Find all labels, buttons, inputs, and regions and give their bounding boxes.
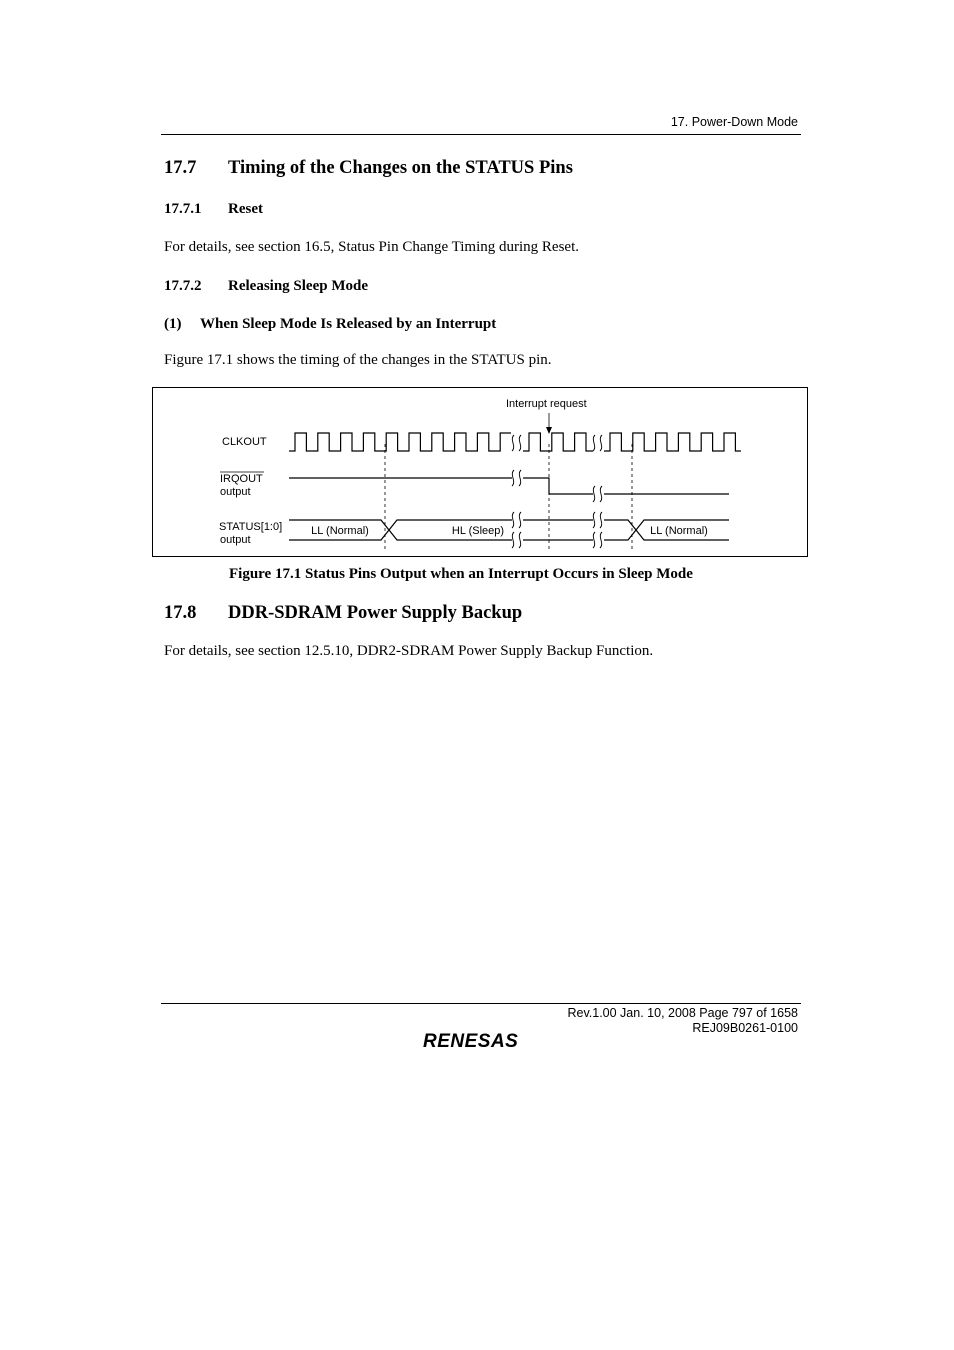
figure-caption: Figure 17.1 Status Pins Output when an Interrupt Occurs in Sleep Mode [229,566,693,582]
break-symbol [512,470,514,486]
clkout-square-wave [289,433,741,451]
clkout-waveform [289,433,741,451]
break-symbols [512,435,602,548]
break-symbol [512,435,514,451]
irqout-label: IRQOUT [220,473,263,485]
revision-info: Rev.1.00 Jan. 10, 2008 Page 797 of 1658 [567,1006,798,1020]
section-title: Releasing Sleep Mode [228,278,368,294]
status-state-ll-1: LL (Normal) [311,525,369,537]
break-symbol [600,512,602,528]
header-rule [161,134,801,135]
footer-rule [161,1003,801,1004]
status-output-label: output [220,534,251,546]
section-number: 17.8 [164,603,197,623]
clkout-label: CLKOUT [222,436,267,448]
section-number: (1) [164,316,182,332]
status-state-ll-2: LL (Normal) [650,525,708,537]
break-symbol [600,435,602,451]
section-title: When Sleep Mode Is Released by an Interrupt [200,316,497,332]
interrupt-request-label: Interrupt request [506,398,587,410]
subsection-1-heading [164,316,496,333]
section-number: 17.7 [164,158,197,178]
document-id: REJ09B0261-0100 [692,1021,798,1035]
irqout-waveform [289,478,729,494]
break-symbol [593,486,595,502]
section-17-8-body: For details, see section 12.5.10, DDR2-SDRAM Power Supply Backup Function. [164,643,654,659]
section-17-7-1-heading [164,201,263,218]
status-label: STATUS[1:0] [219,521,283,533]
break-symbol [512,532,514,548]
break-symbol [593,532,595,548]
running-header: 17. Power-Down Mode [670,115,798,129]
timing-diagram-figure [152,387,808,557]
break-symbol [600,486,602,502]
break-symbol [600,532,602,548]
break-symbol [519,435,521,451]
section-title: DDR-SDRAM Power Supply Backup [228,603,523,623]
timing-diagram [153,388,809,558]
section-17-7-1-body: For details, see section 16.5, Status Pin Change Timing during Reset. [164,239,579,255]
renesas-logo: RENESAS [423,1031,519,1052]
break-symbol [593,512,595,528]
section-number: 17.7.1 [164,201,202,217]
section-17-7-2-heading [164,278,368,295]
break-symbol [519,532,521,548]
irqout-output-label: output [220,486,251,498]
section-17-7-heading [164,158,573,179]
break-symbol [519,512,521,528]
break-symbol [519,470,521,486]
subsection-1-body: Figure 17.1 shows the timing of the changes in the STATUS pin. [164,352,552,368]
interrupt-arrow-head [546,427,552,434]
break-symbol [593,435,595,451]
section-number: 17.7.2 [164,278,202,294]
section-title: Reset [228,201,263,217]
section-title: Timing of the Changes on the STATUS Pins [228,158,573,178]
footer-info [500,1006,798,1036]
break-symbol [512,512,514,528]
section-17-8-heading [164,603,522,624]
status-state-hl: HL (Sleep) [451,525,505,537]
